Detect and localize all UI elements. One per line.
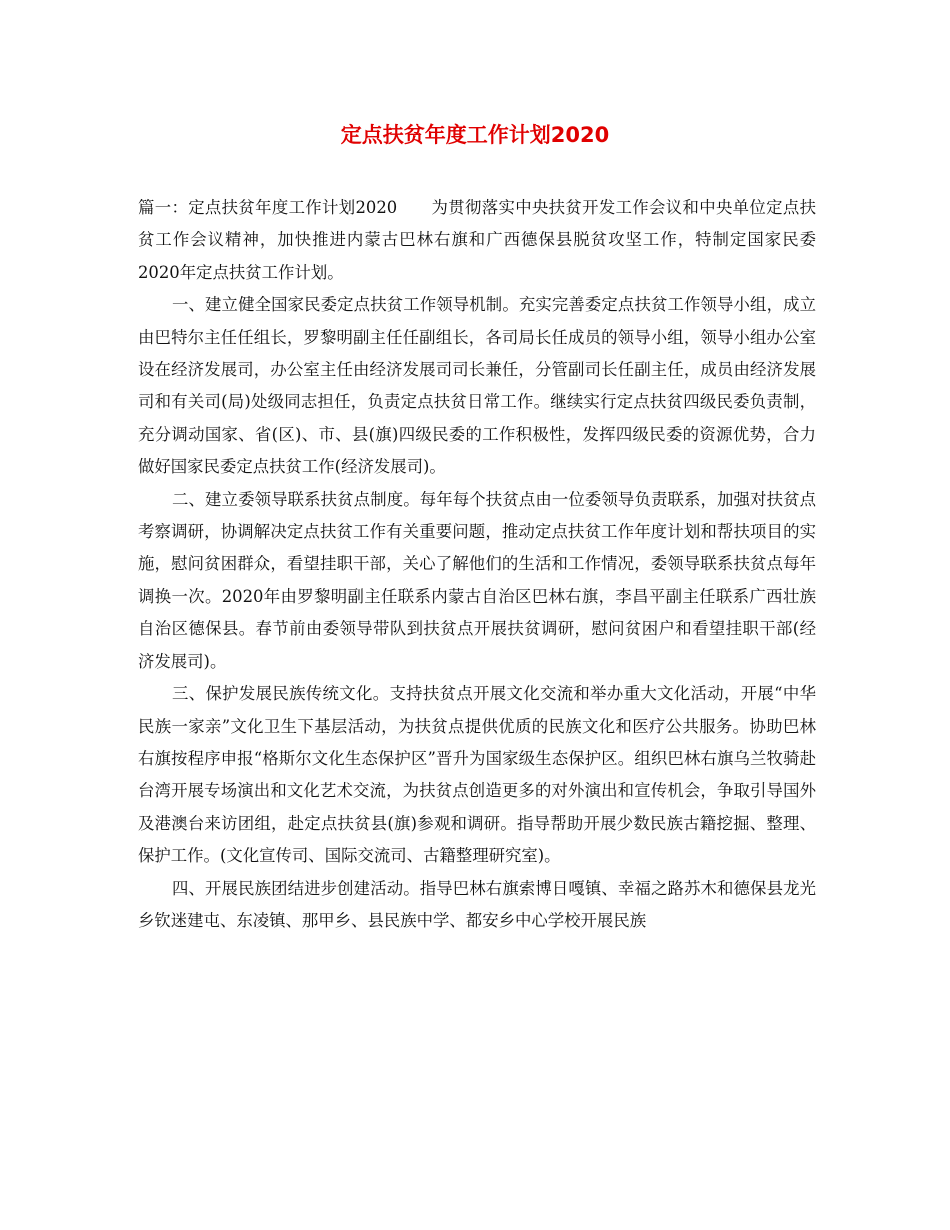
- paragraph-4: 四、开展民族团结进步创建活动。指导巴林右旗索博日嘎镇、幸福之路苏木和德保县龙光乡钦迷建屯、东凌镇、那甲乡、县民族中学、都安乡中心学校开展民族: [138, 878, 816, 930]
- intro-heading: 篇一：定点扶贫年度工作计划2020: [138, 198, 398, 217]
- document-title: 定点扶贫年度工作计划2020: [340, 123, 610, 147]
- paragraph-1: 一、建立健全国家民委定点扶贫工作领导机制。充实完善委定点扶贫工作领导小组，成立由巴特尔主任任组长，罗黎明副主任任副组长，各司局长任成员的领导小组，领导小组办公室设在经济发展司，办公室主任由经济发展司司长兼任，分管副司长任副主任，成员由经济发展司和有关司(局)处级同志担任，负责定点扶贫日常工作。继续实行定点扶贫四级民委负责制，充分调动国家、省(区)、市、县(旗)四级民委的工作积极性，发挥四级民委的资源优势，合力做好国家民委定点扶贫工作(经济发展司)。: [138, 295, 816, 477]
- intro-text: 为贯彻落实中央扶贫开发工作会议和中央单位定点扶贫工作会议精神，加快推进内蒙古巴林右旗和广西德保县脱贫攻坚工作，特制定国家民委2020年定点扶贫工作计划。: [138, 198, 816, 282]
- intro-paragraph: [138, 192, 816, 289]
- paragraph-2: 二、建立委领导联系扶贫点制度。每年每个扶贫点由一位委领导负责联系，加强对扶贫点考察调研，协调解决定点扶贫工作有关重要问题，推动定点扶贫工作年度计划和帮扶项目的实施，慰问贫困群众，看望挂职干部，关心了解他们的生活和工作情况，委领导联系扶贫点每年调换一次。2020年由罗黎明副主任联系内蒙古自治区巴林右旗，李昌平副主任联系广西壮族自治区德保县。春节前由委领导带队到扶贫点开展扶贫调研，慰问贫困户和看望挂职干部(经济发展司)。: [138, 489, 816, 671]
- paragraph-3: 三、保护发展民族传统文化。支持扶贫点开展文化交流和举办重大文化活动，开展“中华民族一家亲”文化卫生下基层活动，为扶贫点提供优质的民族文化和医疗公共服务。协助巴林右旗按程序申报“格斯尔文化生态保护区”晋升为国家级生态保护区。组织巴林右旗乌兰牧骑赴台湾开展专场演出和文化艺术交流，为扶贫点创造更多的对外演出和宣传机会，争取引导国外及港澳台来访团组，赴定点扶贫县(旗)参观和调研。指导帮助开展少数民族古籍挖掘、整理、保护工作。(文化宣传司、国际交流司、古籍整理研究室)。: [138, 684, 816, 866]
- document-body: [138, 192, 816, 937]
